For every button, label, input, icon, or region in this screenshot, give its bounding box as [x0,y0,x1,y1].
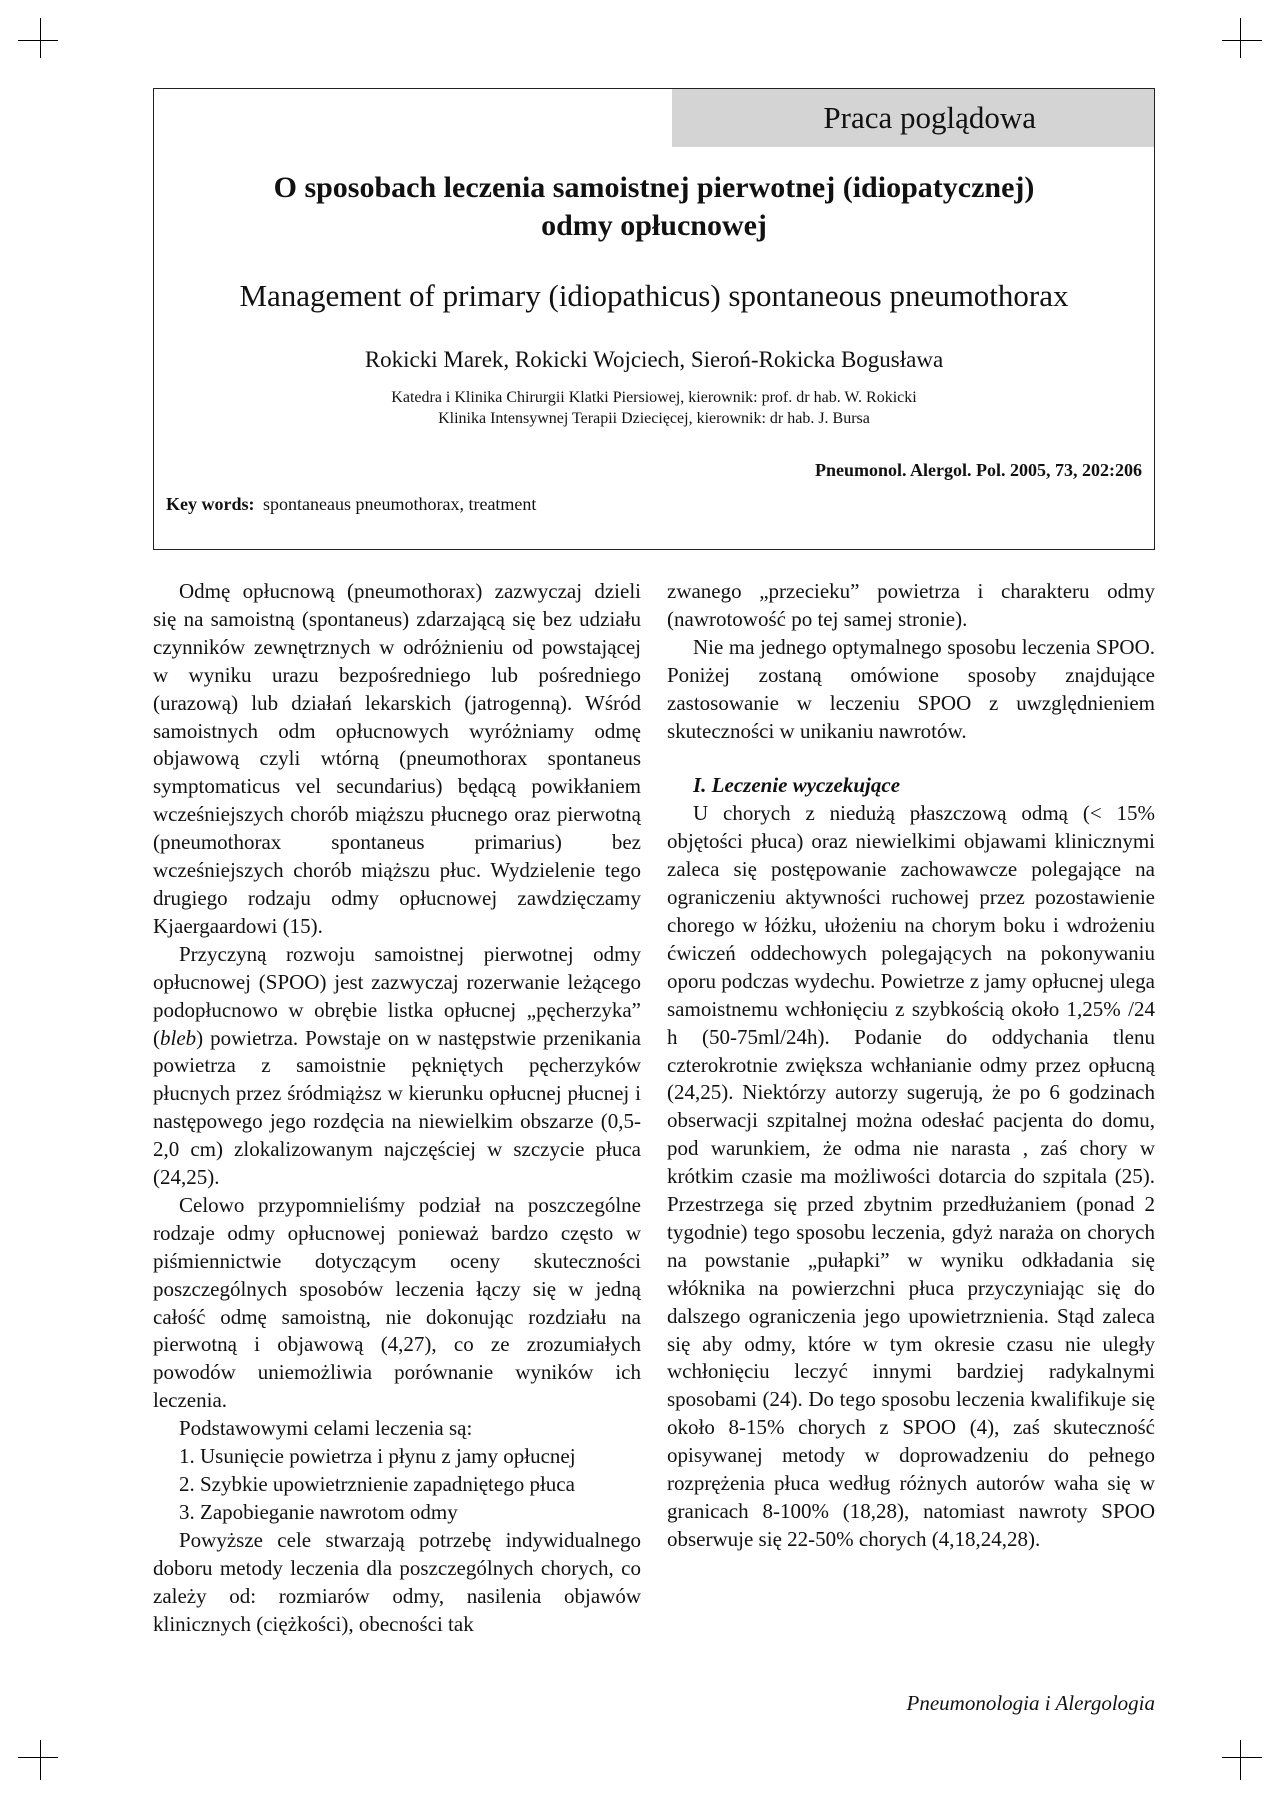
title-polish [154,169,1154,245]
paragraph: Podstawowymi celami leczenia są: [179,1416,473,1441]
citation: Pneumonol. Alergol. Pol. 2005, 73, 202:206 [815,460,1142,480]
affiliations [154,387,1154,429]
paragraph: Celowo przypomnieliśmy podział na poszczególne rodzaje odmy opłucnowej ponieważ bardzo często w piśmiennictwie dotyczącym oceny skuteczności poszczególnych sposobów leczenia łączy się w jedną całość odmę samoistną, nie dokonując rozdziału na pierwotną i objawową (4,27), co ze zrozumiałych powodów uniemożliwia porównanie wyników ich leczenia. [153,1192,641,1413]
paragraph: Odmę opłucnową (pneumothorax) zazwyczaj dzieli się na samoistną (spontaneus) zdarzającą się bez udziału czynników zewnętrznych w odróżnieniu od powstającej w wyniku urazu bezpośredniego lub pośredniego (urazową) lub działań lekarskich (jatrogenną). Wśród samoistnych odm opłucnowych wyróżniamy odmę objawową czyli wtórną (pneumothorax spontaneus symptomaticus vel secundarius) będącą powikłaniem wcześniejszych chorób miąższu płucnego oraz pierwotną (pneumothorax spontaneus primarius) bez wcześniejszych chorób miąższu płuc. Wydzielenie tego drugiego rodzaju odmy opłucnowej zawdzięczamy Kjaergaardowi (15). [153,579,641,938]
crop-mark [18,40,58,41]
crop-mark [40,1740,41,1780]
term-bleb: bleb [160,1025,197,1050]
paragraph: zwanego „przecieku” powietrza i charakteru odmy (nawrotowość po tej samej stronie). [667,579,1155,631]
section-heading: I. Leczenie wyczekujące [693,773,901,798]
keywords-label: Key words: [166,494,255,514]
paragraph: Przyczyną rozwoju samoistnej pierwotnej odmy opłucnowej (SPOO) jest zazwyczaj rozerwanie leżącego podopłucnowo w obrębie listka opłucnej „pęcherzyka” (bleb) powietrza. Powstaje on w następstwie przenikania powietrza z samoistnie pękniętych pęcherzyków płucnych przez śródmiąższ w kierunku opłucnej płucnej i następowego jego rozdęcia na niewielkim obszarze (0,5-2,0 cm) zlokalizowanym najczęściej w szczycie płuca (24,25). [153,941,641,1190]
list-item: 1. Usunięcie powietrza i płynu z jamy opłucnej [179,1444,576,1469]
paragraph: U chorych z niedużą płaszczową odmą (< 15% objętości płuca) oraz niewielkimi objawami klinicznymi zaleca się postępowanie zachowawcze polegające na ograniczeniu aktywności ruchowej przez pozostawienie chorego w łóżku, ułożeniu na chorym boku i wdrożeniu ćwiczeń oddechowych polegających na pokonywaniu oporu podczas wydechu. Powietrze z jamy opłucnej ulega samoistnemu wchłonięciu z szybkością około 1,25% /24 h (50-75ml/24h). Podanie do oddychania tlenu czterokrotnie zwiększa wchłanianie odmy przez opłucną (24,25). Niektórzy autorzy sugerują, że po 6 godzinach obserwacji szpitalnej można odesłać pacjenta do domu, pod warunkiem, że odma nie narasta , zaś chory w krótkim czasie ma możliwości dotarcia do szpitala (25). Przestrzega się przed zbytnim przedłużaniem (ponad 2 tygodnie) tego sposobu leczenia, gdyż naraża on chorych na powstanie „pułapki” w wyniku odkładania się włóknika na powierzchni płuca przyczyniając się do dalszego ograniczenia jego upowietrznienia. Stąd zaleca się aby odmy, które w tym okresie czasu nie uległy wchłonięciu leczyć innymi bardziej radykalnymi sposobami (24). Do tego sposobu leczenia kwalifikuje się około 8-15% chorych z SPOO (4), zaś skuteczność opisywanej metody w doprowadzeniu do pełnego rozprężenia płuca według różnych autorów waha się w granicach 8-100% (18,28), natomiast nawroty SPOO obserwuje się 22-50% chorych (4,18,24,28). [667,801,1155,1551]
affiliation-2: Klinika Intensywnej Terapii Dziecięcej, kierownik: dr hab. J. Bursa [438,410,870,427]
right-column [667,578,1155,1554]
title-polish-line-2: odmy opłucnowej [541,209,767,242]
crop-mark [18,1757,58,1758]
authors: Rokicki Marek, Rokicki Wojciech, Sieroń-Rokicka Bogusława [364,347,944,372]
goals-list [153,1443,641,1527]
list-item: 3. Zapobieganie nawrotom odmy [179,1499,458,1524]
crop-mark [1222,40,1262,41]
article-header [153,88,1155,550]
title-english: Management of primary (idiopathicus) spontaneous pneumothorax [239,278,1069,313]
keywords-text: spontaneaus pneumothorax, treatment [263,494,537,514]
left-column [153,578,641,1638]
crop-mark [1240,1740,1241,1780]
crop-mark [1240,18,1241,58]
affiliation-1: Katedra i Klinika Chirurgii Klatki Piersiowej, kierownik: prof. dr hab. W. Rokicki [391,389,917,406]
journal-footer: Pneumonologia i Alergologia [906,1691,1155,1715]
keywords [166,492,536,516]
paragraph: Powyższe cele stwarzają potrzebę indywidualnego doboru metody leczenia dla poszczególnych chorych, co zależy od: rozmiarów odmy, nasilenia objawów klinicznych (ciężkości), obecności tak [153,1527,641,1636]
paragraph: Nie ma jednego optymalnego sposobu leczenia SPOO. Poniżej zostaną omówione sposoby znajdujące zastosowanie w leczeniu SPOO z uwzględnieniem skuteczności w unikaniu nawrotów. [667,634,1155,743]
article-type: Praca poglądowa [672,89,1154,147]
crop-mark [40,18,41,58]
list-item: 2. Szybkie upowietrznienie zapadniętego płuca [179,1472,575,1496]
title-polish-line-1: O sposobach leczenia samoistnej pierwotnej (idiopatycznej) [273,171,1035,204]
crop-mark [1222,1757,1262,1758]
